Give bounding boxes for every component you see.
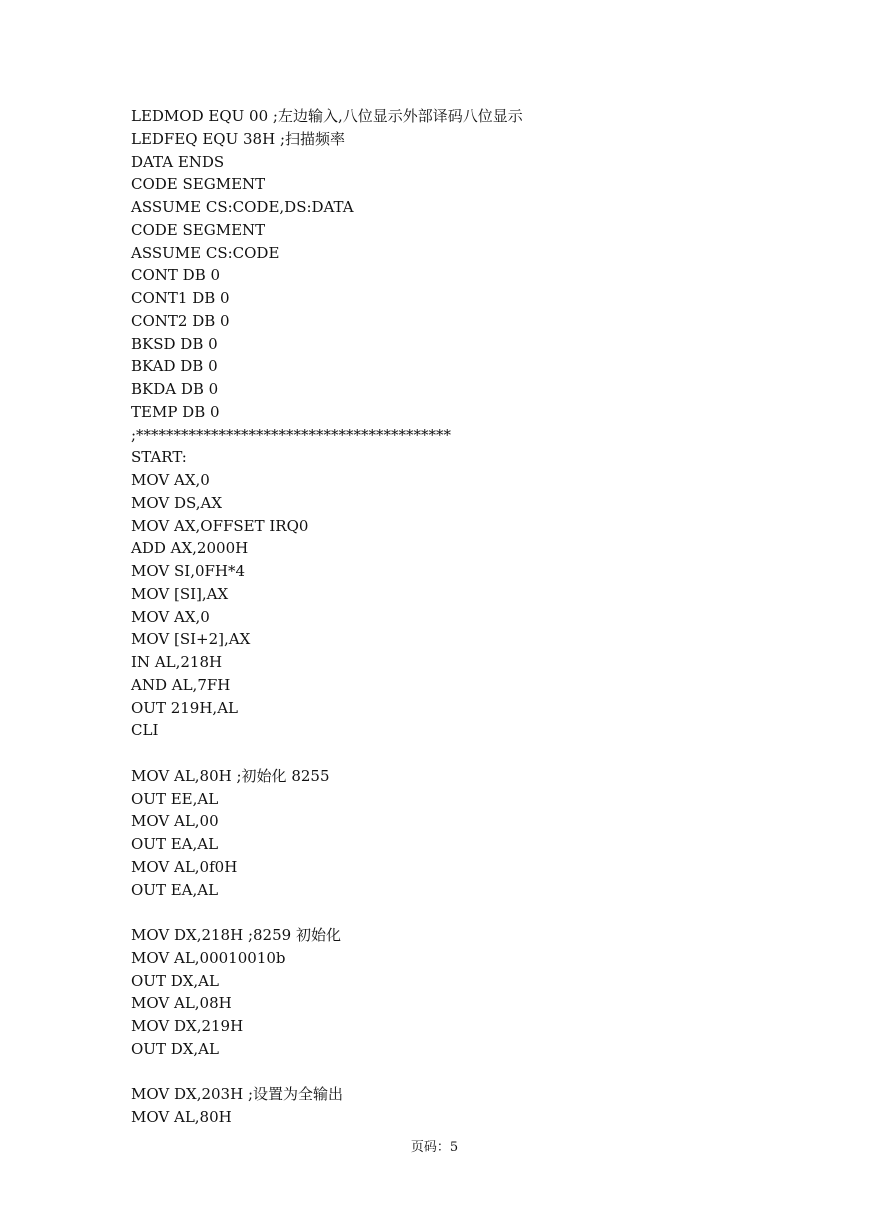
code-line: OUT EA,AL [131,835,219,853]
code-line: START: [131,448,187,467]
blank-line [131,901,523,924]
code-line: MOV AL,80H [131,1108,232,1126]
code-line: MOV AL,00 [131,812,219,831]
code-line: MOV DX,218H ;8259 初始化 [131,926,341,944]
code-line: OUT DX,AL [131,1039,219,1058]
code-line: TEMP DB 0 [131,402,220,421]
code-line: LEDFEQ EQU 38H ;扫描频率 [131,129,346,148]
code-line: MOV AX,OFFSET IRQ0 [131,516,309,535]
code-line: LEDMOD EQU 00 ;左边输入,八位显示外部译码八位显示 [131,107,523,125]
code-line: MOV AL,00010010b [131,948,286,967]
code-line: CODE SEGMENT [131,175,266,194]
page-number: 页码：5 [410,1140,459,1155]
code-line: MOV AX,0 [131,471,210,489]
code-line: OUT DX,AL [131,971,219,990]
code-line: ASSUME CS:CODE,DS:DATA [131,198,354,216]
code-line: MOV [SI],AX [131,584,229,603]
code-line: OUT EE,AL [131,789,219,808]
code-line: MOV DS,AX [131,493,223,512]
code-line: MOV AX,0 [131,607,210,626]
code-line: CODE SEGMENT [131,220,266,239]
code-line: ASSUME CS:CODE [131,243,280,262]
code-line: MOV AL,80H ;初始化 8255 [131,766,330,785]
code-line: MOV [SI+2],AX [131,630,251,649]
code-line: MOV DX,203H ;设置为全输出 [131,1085,344,1104]
code-line: CONT1 DB 0 [131,289,230,307]
code-line: DATA ENDS [131,152,225,171]
code-line: ADD AX,2000H [131,539,249,558]
blank-line [131,742,523,765]
code-line: IN AL,218H [131,653,223,671]
code-line: OUT EA,AL [131,880,219,899]
code-line: OUT 219H,AL [131,698,238,717]
code-line: CLI [131,721,159,740]
code-line: AND AL,7FH [131,675,231,694]
code-line: MOV AL,0f0H [131,857,238,876]
code-line: ;****************************************** [131,425,452,444]
code-line: MOV SI,0FH*4 [131,562,246,580]
code-line: CONT DB 0 [131,266,221,285]
code-line: BKDA DB 0 [131,380,219,398]
code-line: BKAD DB 0 [131,357,218,376]
code-line: CONT2 DB 0 [131,311,230,330]
code-line: MOV DX,219H [131,1017,244,1035]
blank-line [131,1061,523,1084]
code-line: MOV AL,08H [131,994,232,1013]
code-line: BKSD DB 0 [131,334,218,353]
code-listing [131,105,523,1129]
